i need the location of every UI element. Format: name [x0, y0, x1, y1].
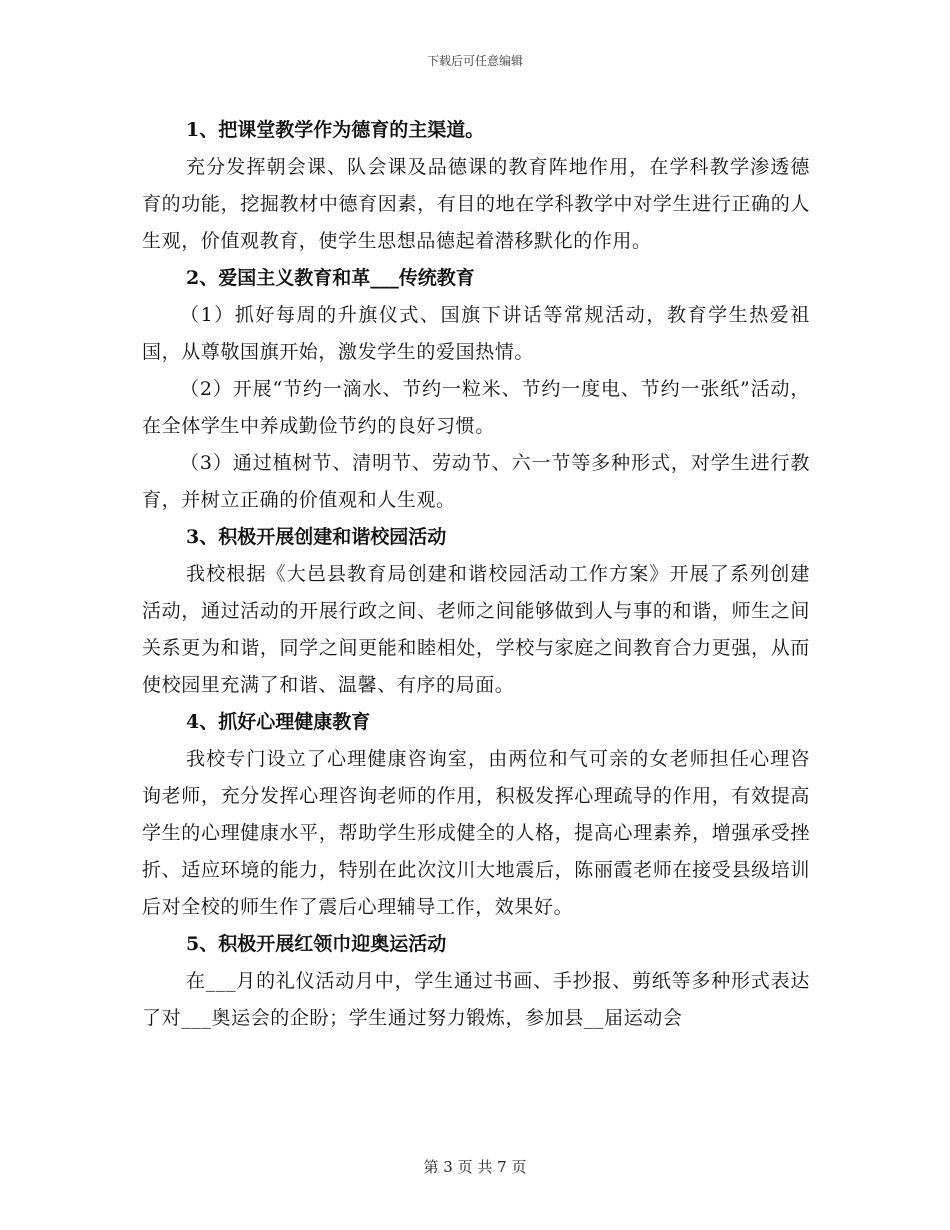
section-heading: 1、把课堂教学作为德育的主渠道。 [186, 119, 485, 141]
section-heading: 3、积极开展创建和谐校园活动 [186, 526, 447, 548]
section-5 [142, 926, 810, 1037]
section-heading: 5、积极开展红领巾迎奥运活动 [186, 933, 447, 955]
section-4 [142, 704, 810, 926]
paragraph: 我校根据《大邑县教育局创建和谐校园活动工作方案》开展了系列创建活动，通过活动的开展行政之间、老师之间能够做到人与事的和谐，师生之间关系更为和谐，同学之间更能和睦相处，学校与家庭之间教育合力更强，从而使校园里充满了和谐、温馨、有序的局面。 [142, 563, 810, 696]
page-header: 下载后可任意编辑 [426, 54, 523, 68]
paragraph: （2）开展“节约一滴水、节约一粒米、节约一度电、节约一张纸”活动，在全体学生中养成勤俭节约的良好习惯。 [142, 378, 810, 437]
section-heading: 4、抓好心理健康教育 [186, 711, 371, 733]
document-body [142, 112, 810, 1037]
paragraph: 充分发挥朝会课、队会课及品德课的教育阵地作用，在学科教学渗透德育的功能，挖掘教材中德育因素，有目的地在学科教学中对学生进行正确的人生观，价值观教育，使学生思想品德起着潜移默化的作用。 [142, 156, 810, 252]
section-heading: 2、爱国主义教育和革___传统教育 [186, 267, 475, 289]
section-2 [142, 260, 810, 519]
paragraph: （3）通过植树节、清明节、劳动节、六一节等多种形式，对学生进行教育，并树立正确的价值观和人生观。 [142, 452, 810, 511]
section-3 [142, 519, 810, 704]
page-footer: 第 3 页 共 7 页 [423, 1158, 527, 1176]
paragraph: 我校专门设立了心理健康咨询室，由两位和气可亲的女老师担任心理咨询老师，充分发挥心理咨询老师的作用，积极发挥心理疏导的作用，有效提高学生的心理健康水平，帮助学生形成健全的人格，提高心理素养，增强承受挫折、适应环境的能力，特别在此次汶川大地震后，陈丽霞老师在接受县级培训后对全校的师生作了震后心理辅导工作，效果好。 [142, 748, 810, 918]
paragraph: 在___月的礼仪活动月中，学生通过书画、手抄报、剪纸等多种形式表达了对___奥运会的企盼；学生通过努力锻炼，参加县__届运动会 [142, 970, 810, 1029]
paragraph: （1）抓好每周的升旗仪式、国旗下讲话等常规活动，教育学生热爱祖国，从尊敬国旗开始，激发学生的爱国热情。 [142, 304, 810, 363]
section-1 [142, 112, 810, 260]
